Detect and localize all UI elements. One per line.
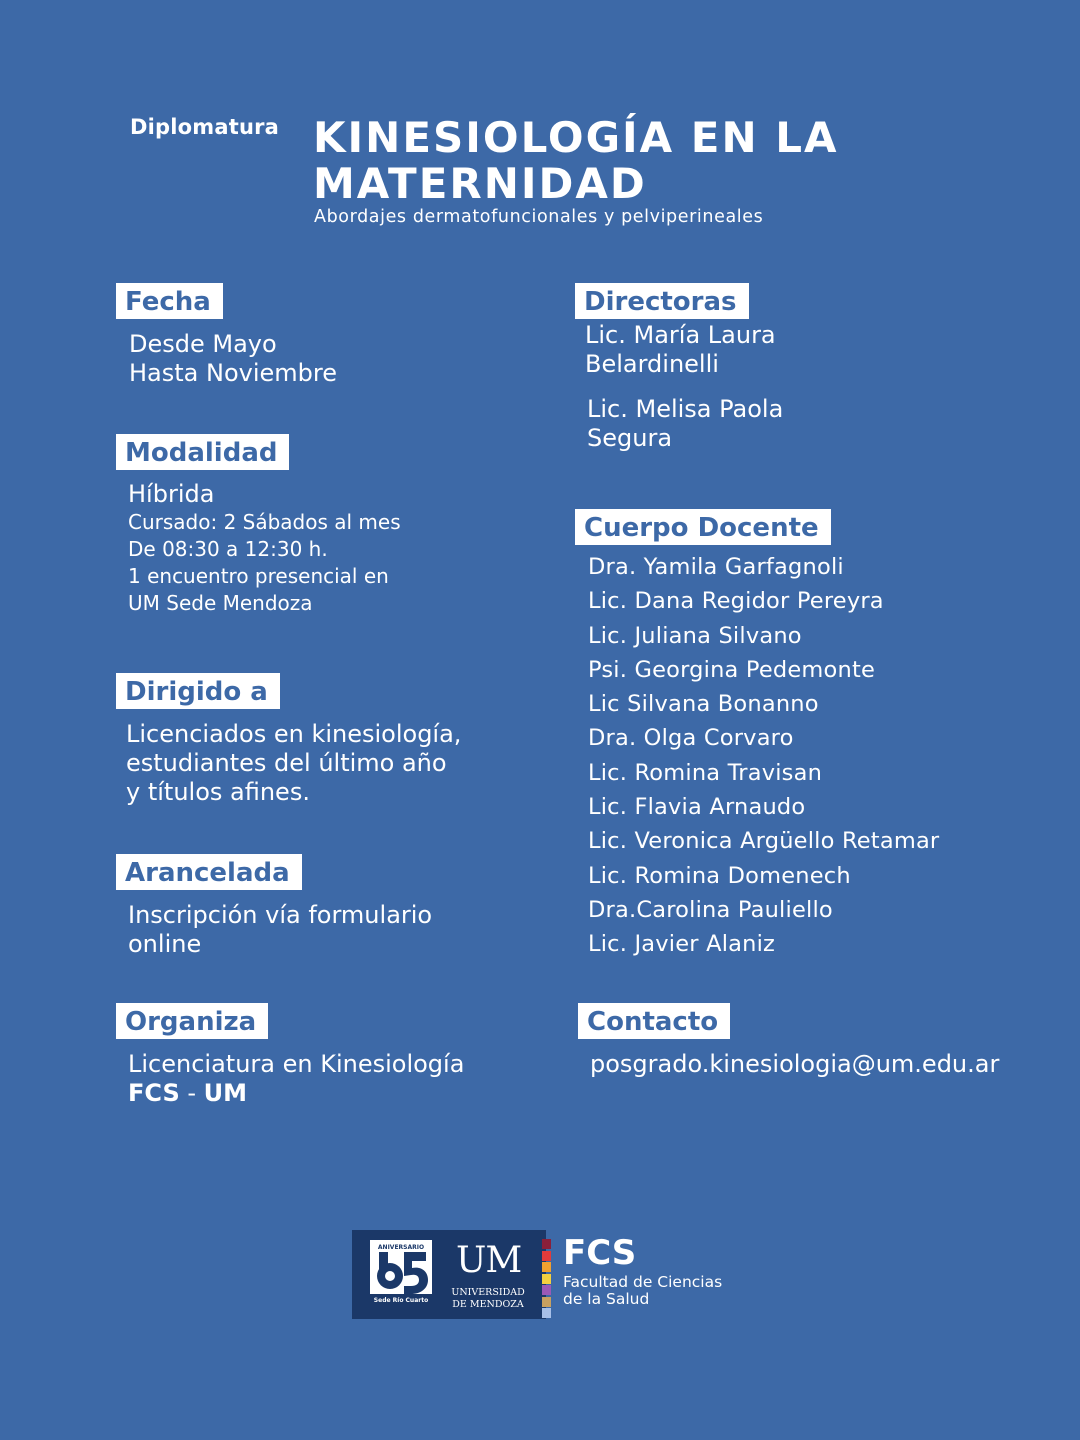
organiza-um: UM [203,1079,248,1107]
organiza-faculty [128,1079,464,1108]
organiza-label: Organiza [116,1003,268,1039]
title-line-2: MATERNIDAD [313,159,647,208]
docente-item: Lic. Juliana Silvano [588,622,802,649]
docente-item: Lic. Dana Regidor Pereyra [588,588,884,615]
docente-item: Lic. Javier Alaniz [588,931,776,958]
docente-item: Lic Silvana Bonanno [588,691,819,718]
fcs-bar [542,1274,551,1284]
modalidad-label: Modalidad [116,434,289,470]
organiza-line: Licenciatura en Kinesiología [128,1050,465,1078]
section-directoras [575,283,783,453]
title-line-1: KINESIOLOGÍA EN LA [313,113,839,162]
fcs-subtitle-line: Facultad de Ciencias [563,1273,723,1291]
um-mark: UM [456,1240,522,1281]
directora-name: Lic. Melisa Paola [587,395,784,423]
fcs-subtitle-line: de la Salud [563,1290,650,1308]
dirigido-line: estudiantes del último año [126,749,447,777]
directoras-body [585,321,783,453]
program-title [313,115,839,207]
docente-item: Lic. Romina Domenech [588,862,851,889]
program-kicker: Diplomatura [130,115,280,139]
modalidad-main: Híbrida [128,480,215,508]
fecha-line: Desde Mayo [129,330,277,358]
section-organiza [116,1003,464,1108]
anniversary-sede: Sede Río Cuarto [373,1297,429,1304]
section-fecha [116,283,337,388]
modalidad-line: Cursado: 2 Sábados al mes [128,510,401,534]
organiza-fcs: FCS [128,1079,180,1107]
section-cuerpo-docente [575,509,939,962]
dirigido-line: Licenciados en kinesiología, [126,720,462,748]
um-subtitle [450,1287,526,1311]
fcs-logo-subtitle [563,1274,722,1308]
arancelada-body [128,901,432,959]
docente-item: Lic. Romina Travisan [588,759,823,786]
arancelada-line: Inscripción vía formulario [128,901,433,929]
section-contacto [578,1003,999,1079]
anniversary-65-icon [370,1240,432,1305]
directora-entry [587,395,783,453]
fcs-bar [542,1239,551,1249]
directoras-label: Directoras [575,283,749,319]
directora-name: Belardinelli [585,350,719,378]
fcs-bar [542,1251,551,1261]
modalidad-body [128,480,401,617]
contacto-label: Contacto [578,1003,730,1039]
fecha-line: Hasta Noviembre [129,359,337,387]
docente-item: Dra. Olga Corvaro [588,725,794,752]
directora-entry [585,321,783,379]
fcs-bar [542,1308,551,1318]
fecha-label: Fecha [116,283,223,319]
section-modalidad [116,434,401,617]
arancelada-label: Arancelada [116,854,302,890]
um-logo-block [352,1230,546,1319]
dirigido-body [126,720,461,807]
modalidad-line: 1 encuentro presencial en [128,564,389,588]
um-subtitle-line: DE MENDOZA [452,1299,524,1310]
docente-list [588,550,939,962]
contacto-email[interactable]: posgrado.kinesiologia@um.edu.ar [590,1050,1000,1078]
docente-item: Lic. Flavia Arnaudo [588,794,806,821]
fcs-bar [542,1262,551,1272]
modalidad-line: UM Sede Mendoza [128,591,313,615]
arancelada-line: online [128,930,202,958]
directora-name: Lic. María Laura [585,321,776,349]
organiza-body [128,1050,464,1108]
dirigido-label: Dirigido a [116,673,280,709]
section-dirigido [116,673,461,807]
anniversary-label: ANIVERSARIO [377,1244,425,1251]
um-subtitle-line: UNIVERSIDAD [451,1287,525,1298]
organiza-separator: - [179,1079,204,1107]
docente-item: Dra. Yamila Garfagnoli [588,554,844,580]
section-arancelada [116,854,432,959]
modalidad-line: De 08:30 a 12:30 h. [128,537,328,561]
fcs-bar [542,1285,551,1295]
directora-name: Segura [587,424,673,452]
fecha-body [129,330,337,388]
docente-item: Psi. Georgina Pedemonte [588,656,876,683]
program-subtitle: Abordajes dermatofuncionales y pelviperineales [314,207,764,227]
dirigido-line: y títulos afines. [126,778,310,806]
fcs-logo-title: FCS [563,1233,637,1273]
fcs-color-bars [542,1239,551,1320]
cuerpo-docente-label: Cuerpo Docente [575,509,831,545]
docente-item: Lic. Veronica Argüello Retamar [588,828,940,855]
docente-item: Dra.Carolina Pauliello [588,896,833,923]
fcs-bar [542,1297,551,1307]
